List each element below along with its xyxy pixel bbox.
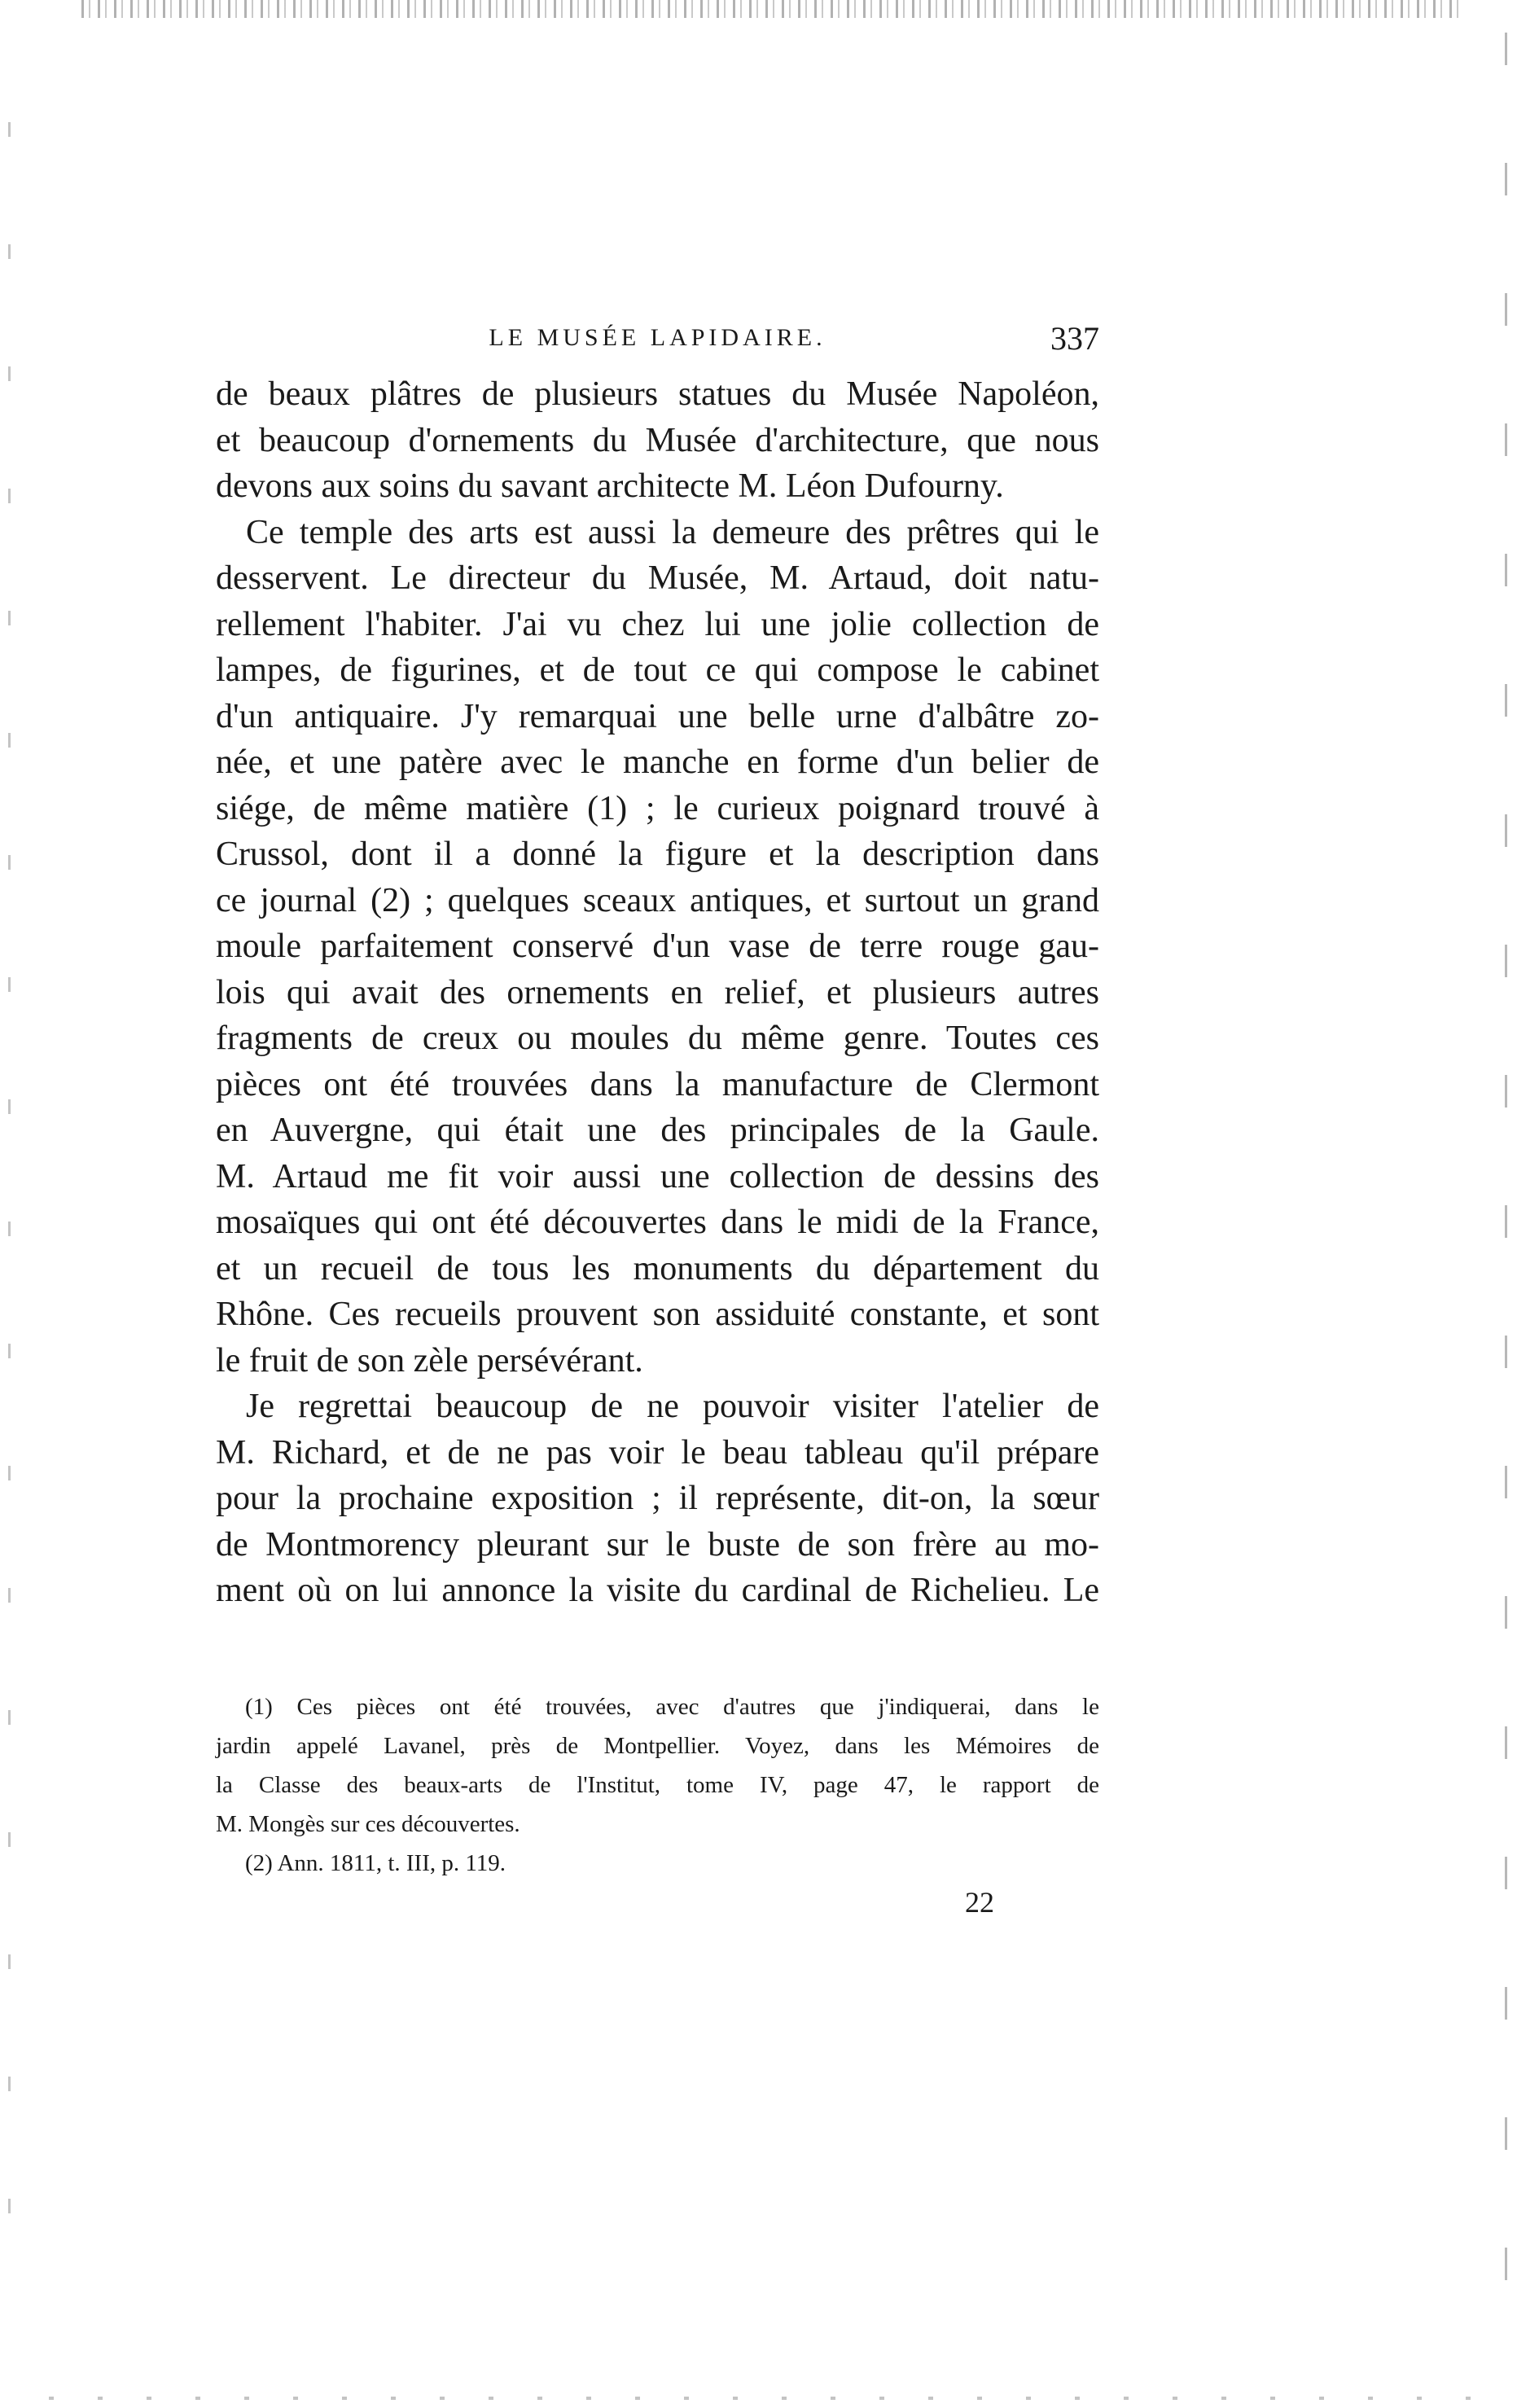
text-line: M. Artaud me fit voir aussi une collection de dessins des xyxy=(216,1157,1099,1195)
scan-edge-bottom xyxy=(49,2397,1474,2400)
text-line: d'un antiquaire. J'y remarquai une belle urne d'albâtre zo- xyxy=(216,697,1099,735)
text-line: siége, de même matière (1) ; le curieux poignard trouvé à xyxy=(216,789,1099,827)
signature-mark: 22 xyxy=(965,1886,994,1919)
footnotes xyxy=(216,1687,1099,1883)
text-line: de beaux plâtres de plusieurs statues du Musée Napoléon, xyxy=(216,375,1099,413)
page-number: 337 xyxy=(1050,320,1099,357)
text-line: fragments de creux ou moules du même genre. Toutes ces xyxy=(216,1020,1099,1057)
running-title: LE MUSÉE LAPIDAIRE. xyxy=(489,324,826,351)
text-line: lampes, de figurines, et de tout ce qui compose le cabinet xyxy=(216,651,1099,689)
text-line: Ce temple des arts est aussi la demeure des prêtres qui le xyxy=(246,513,1099,551)
body-text xyxy=(216,371,1099,1614)
text-line: devons aux soins du savant architecte M. Léon Dufourny. xyxy=(216,467,1004,505)
scan-edge-left xyxy=(8,122,11,2321)
footnote-line: jardin appelé Lavanel, près de Montpellier. Voyez, dans les Mémoires de xyxy=(216,1733,1099,1759)
text-line: Crussol, dont il a donné la figure et la description dans xyxy=(216,836,1099,873)
text-line: mosaïques qui ont été découvertes dans le midi de la France, xyxy=(216,1204,1099,1241)
footnote-line: la Classe des beaux-arts de l'Institut, tome IV, page 47, le rapport de xyxy=(216,1772,1099,1798)
text-line: Rhône. Ces recueils prouvent son assiduité constante, et sont xyxy=(216,1296,1099,1333)
text-line: ment où on lui annonce la visite du cardinal de Richelieu. Le xyxy=(216,1572,1099,1609)
text-line: ce journal (2) ; quelques sceaux antiques, et surtout un grand xyxy=(216,881,1099,919)
text-line: pour la prochaine exposition ; il représente, dit-on, la sœur xyxy=(216,1480,1099,1517)
text-line: et un recueil de tous les monuments du département du xyxy=(216,1249,1099,1287)
scan-edge-top xyxy=(81,0,1466,18)
text-line: lois qui avait des ornements en relief, et plusieurs autres xyxy=(216,973,1099,1011)
text-line: et beaucoup d'ornements du Musée d'architecture, que nous xyxy=(216,421,1099,459)
scan-edge-right xyxy=(1505,33,1507,2378)
text-line: née, et une patère avec le manche en forme d'un belier de xyxy=(216,743,1099,781)
text-line: desservent. Le directeur du Musée, M. Artaud, doit natu- xyxy=(216,559,1099,597)
text-line: M. Richard, et de ne pas voir le beau tableau qu'il prépare xyxy=(216,1433,1099,1472)
text-line: de Montmorency pleurant sur le buste de son frère au mo- xyxy=(216,1525,1099,1564)
footnote-line: M. Mongès sur ces découvertes. xyxy=(216,1811,520,1837)
text-line: rellement l'habiter. J'ai vu chez lui une jolie collection de xyxy=(216,605,1099,643)
text-line: le fruit de son zèle persévérant. xyxy=(216,1341,643,1379)
running-head xyxy=(216,320,1099,363)
text-line: Je regrettai beaucoup de ne pouvoir visiter l'atelier de xyxy=(246,1388,1099,1425)
footnote-line: (2) Ann. 1811, t. III, p. 119. xyxy=(245,1850,506,1876)
text-line: en Auvergne, qui était une des principales de la Gaule. xyxy=(216,1112,1099,1149)
text-line: moule parfaitement conservé d'un vase de terre rouge gau- xyxy=(216,928,1099,965)
text-line: pièces ont été trouvées dans la manufacture de Clermont xyxy=(216,1065,1099,1103)
footnote-line: (1) Ces pièces ont été trouvées, avec d'autres que j'indiquerai, dans le xyxy=(245,1694,1099,1720)
